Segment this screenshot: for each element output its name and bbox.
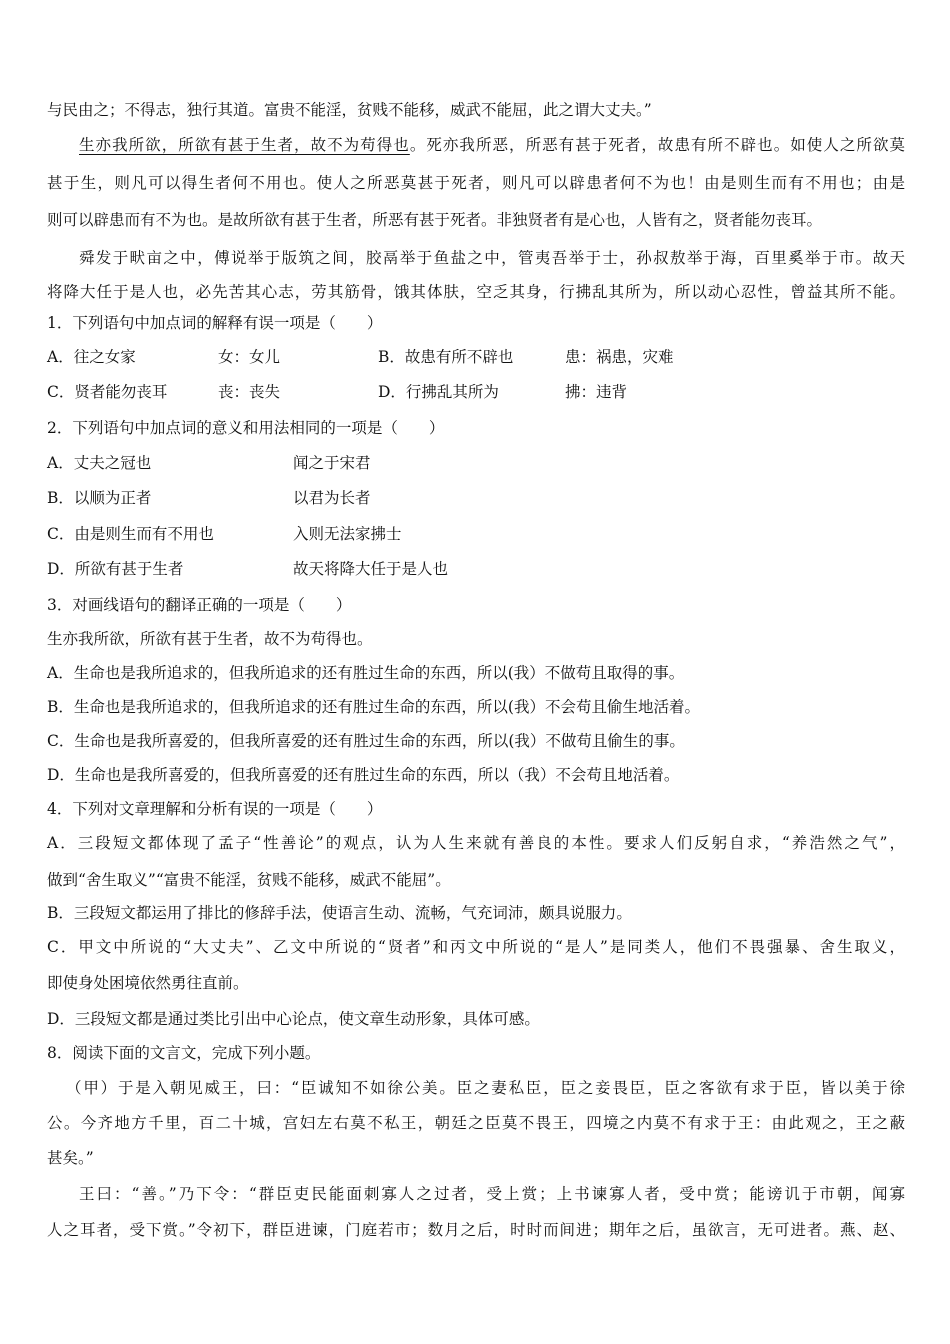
passage-line: 则可以辟患而有不为也。是故所欲有甚于生者，所恶有甚于死者。非独贤者有是心也，人皆有之，贤者能勿丧耳。 [47,211,823,229]
question-3-stem: 3．对画线语句的翻译正确的一项是（ ） [47,596,352,614]
question-2-stem: 2．下列语句中加点词的意义和用法相同的一项是（ ） [47,419,445,437]
q3-sentence: 生亦我所欲，所欲有甚于生者，故不为苟得也。 [47,630,373,648]
q3-option-d: D．生命也是我所喜爱的，但我所喜爱的还有胜过生命的东西，所以（我）不会苟且地活着。 [47,766,680,784]
q2-option-d-pair: 故天将降大任于是人也 [293,560,449,578]
q8-passage-line: （甲）于是入朝见威王，曰：“臣诚知不如徐公美。臣之妻私臣，臣之妾畏臣，臣之客欲有求于臣，皆以美于徐 [66,1079,905,1097]
q2-option-d: D．所欲有甚于生者 [47,560,184,578]
question-1-stem: 1．下列语句中加点词的解释有误一项是（ ） [47,314,383,332]
passage-line: 甚于生，则凡可以得生者何不用也。使人之所恶莫甚于死者，则凡可以辟患者何不为也！由是则生而有不用也；由是 [47,174,905,192]
q2-option-c-pair: 入则无法家拂士 [293,525,402,543]
q3-option-b: B．生命也是我所追求的，但我所追求的还有胜过生命的东西，所以(我）不会苟且偷生地活着。 [47,698,700,716]
q1-option-b: B．故患有所不辟也 [378,348,514,366]
question-4-stem: 4．下列对文章理解和分析有误的一项是（ ） [47,800,383,818]
q1-option-a: A．往之女家 [47,348,136,366]
q4-option-c-cont: 即使身处困境依然勇往直前。 [47,974,249,992]
q4-option-a-cont: 做到“舍生取义”“富贵不能淫，贫贱不能移，威武不能屈”。 [47,871,451,889]
q3-option-a: A．生命也是我所追求的，但我所追求的还有胜过生命的东西，所以(我）不做苟且取得的事。 [47,664,685,682]
q2-option-a: A．丈夫之冠也 [47,454,152,472]
question-8-stem: 8．阅读下面的文言文，完成下列小题。 [47,1044,321,1062]
passage-text: 。死亦我所恶，所恶有甚于死者，故患有所不辟也。如使人之所欲莫 [409,136,905,154]
q4-option-b: B．三段短文都运用了排比的修辞手法，使语言生动、流畅，气充词沛，颇具说服力。 [47,904,632,922]
q2-option-a-pair: 闻之于宋君 [293,454,371,472]
q4-option-a: A．三段短文都体现了孟子“性善论”的观点，认为人生来就有善良的本性。要求人们反躬自求，“养浩然之气”， [47,834,905,852]
q2-option-b: B．以顺为正者 [47,489,152,507]
passage-line: 将降大任于是人也，必先苦其心志，劳其筋骨，饿其体肤，空乏其身，行拂乱其所为，所以动心忍性，曾益其所不能。 [47,283,905,301]
q1-option-c: C．贤者能勿丧耳 [47,383,168,401]
q8-passage-line: 人之耳者，受下赏。”令初下，群臣进谏，门庭若市；数月之后，时时而间进；期年之后，虽欲言，无可进者。燕、赵、 [47,1221,905,1239]
q1-option-b-gloss: 患：祸患，灾难 [565,348,674,366]
underlined-sentence: 生亦我所欲，所欲有甚于生者，故不为苟得也 [79,136,410,154]
q1-option-d-gloss: 拂：违背 [565,383,628,401]
q1-option-d: D．行拂乱其所为 [378,383,499,401]
q1-option-c-gloss: 丧：丧失 [218,383,281,401]
q4-option-c: C．甲文中所说的“大丈夫”、乙文中所说的“贤者”和丙文中所说的“是人”是同类人，他们不畏强暴、舍生取义， [47,938,905,956]
passage-line: 舜发于畎亩之中，傅说举于版筑之间，胶鬲举于鱼盐之中，管夷吾举于士，孙叔敖举于海，百里奚举于市。故天 [79,249,905,267]
q3-option-c: C．生命也是我所喜爱的，但我所喜爱的还有胜过生命的东西，所以(我）不做苟且偷生的事。 [47,732,685,750]
q2-option-b-pair: 以君为长者 [293,489,371,507]
q2-option-c: C．由是则生而有不用也 [47,525,214,543]
q8-passage-line: 甚矣。” [47,1149,94,1167]
q8-passage-line: 公。今齐地方千里，百二十城，宫妇左右莫不私王，朝廷之臣莫不畏王，四境之内莫不有求于王：由此观之，王之蔽 [47,1114,905,1132]
q4-option-d: D．三段短文都是通过类比引出中心论点，使文章生动形象，具体可感。 [47,1010,540,1028]
q1-option-a-gloss: 女：女儿 [218,348,281,366]
passage-line: 与民由之；不得志，独行其道。富贵不能淫，贫贱不能移，威武不能屈，此之谓大丈夫。” [47,101,652,119]
q8-passage-line: 王曰：“善。”乃下令：“群臣吏民能面刺寡人之过者，受上赏；上书谏寡人者，受中赏；能谤讥于市朝，闻寡 [79,1185,905,1203]
passage-line [79,135,905,155]
